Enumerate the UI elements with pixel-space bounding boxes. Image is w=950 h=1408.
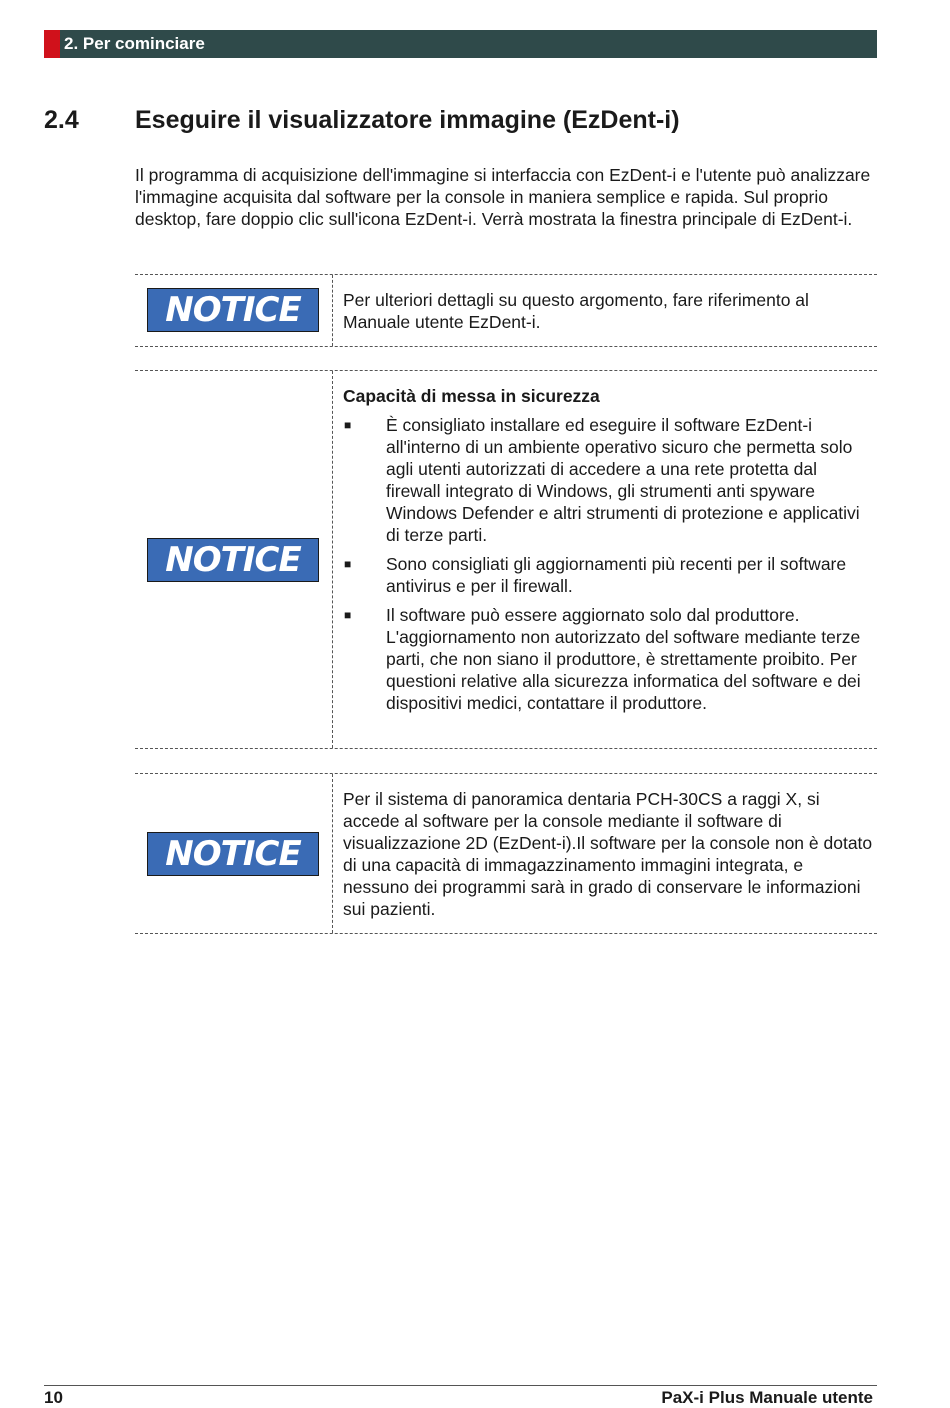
intro-paragraph: Il programma di acquisizione dell'immagine si interfaccia con EzDent-i e l'utente può analizzare l'immagine acquisita dal software per la console in maniera semplice e rapida. Sul proprio desktop, fare doppio clic sull'icona EzDent-i. Verrà mostrata la finestra principale di EzDent-i. [135, 165, 871, 229]
manual-title: PaX-i Plus Manuale utente [661, 1388, 873, 1407]
notice-content [343, 788, 873, 920]
notice-box-3 [135, 773, 877, 934]
header-accent [44, 30, 60, 58]
list-item [343, 553, 873, 597]
notice-badge-cell [135, 774, 333, 933]
notice-content [343, 385, 873, 721]
bullet-text: Sono consigliati gli aggiornamenti più recenti per il software antivirus e per il firewall. [386, 554, 847, 596]
notice-icon: NOTICE [147, 832, 319, 876]
list-item [343, 414, 873, 546]
notice-box-2 [135, 370, 877, 749]
notice-icon: NOTICE [147, 288, 319, 332]
bullet-text: Il software può essere aggiornato solo dal produttore. L'aggiornamento non autorizzato del software mediante terze parti, che non siano il produttore, è strettamente proibito. Per questioni relative alla sicurezza informatica del software e dei dispositivi medici, contattare il produttore. [386, 605, 861, 713]
notice-content [343, 289, 873, 333]
section-number: 2.4 [44, 106, 79, 134]
footer-divider [44, 1385, 877, 1386]
notice-bullet-list [343, 414, 873, 714]
notice-title: Capacità di messa in sicurezza [343, 386, 600, 406]
chapter-title: 2. Per cominciare [64, 34, 205, 53]
bullet-icon: ■ [344, 418, 352, 432]
chapter-header-bar [44, 30, 877, 58]
notice-badge-cell [135, 371, 333, 748]
page-number: 10 [44, 1388, 63, 1407]
notice-box-1 [135, 274, 877, 347]
bullet-text: È consigliato installare ed eseguire il software EzDent-i all'interno di un ambiente operativo sicuro che permetta solo agli utenti autorizzati di accedere a una rete protetta dal firewall integrato di Windows, gli strumenti anti spyware Windows Defender e altri strumenti di protezione e applicativi di terze parti. [386, 415, 860, 545]
notice-badge-cell [135, 275, 333, 346]
notice-icon: NOTICE [147, 538, 319, 582]
bullet-icon: ■ [344, 608, 352, 622]
section-title: Eseguire il visualizzatore immagine (EzDent-i) [135, 106, 680, 134]
bullet-icon: ■ [344, 557, 352, 571]
notice-text: Per il sistema di panoramica dentaria PCH-30CS a raggi X, si accede al software per la console mediante il software di visualizzazione 2D (EzDent-i).Il software per la console non è dotato di una capacità di immagazzinamento immagini integrata, e nessuno dei programmi sarà in grado di conservare le informazioni sui pazienti. [343, 789, 873, 919]
list-item [343, 604, 873, 714]
notice-text: Per ulteriori dettagli su questo argomento, fare riferimento al Manuale utente EzDent-i. [343, 290, 809, 332]
